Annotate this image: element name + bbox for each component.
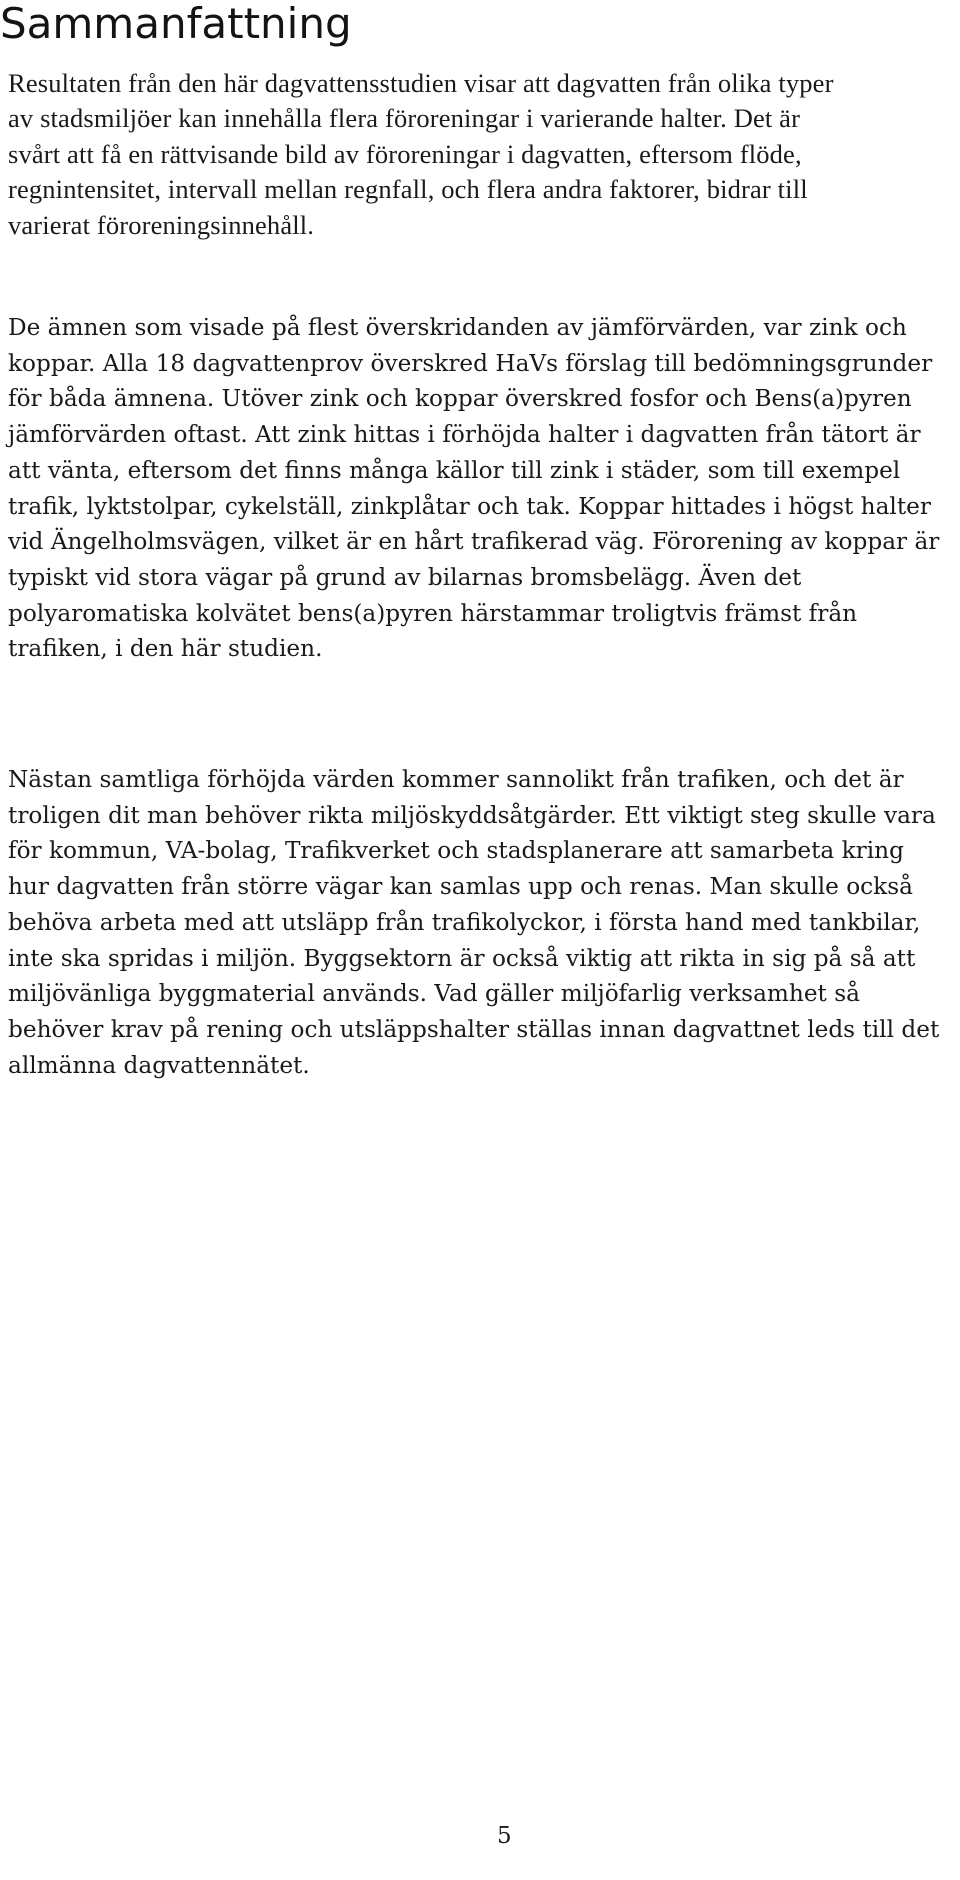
summary-paragraph-3: Nästan samtliga förhöjda värden kommer sannolikt från trafiken, och det är troligen dit man behöver rikta miljöskyddsåtgärder. Ett viktigt steg skulle vara för kommun, VA-bolag, Trafikverket och stadsplanerare att samarbeta kring hur dagvatten från större vägar kan samlas upp och renas. Man skulle också behöva arbeta med att utsläpp från trafikolyckor, i första hand med tankbilar, inte ska spridas i miljön. Byggsektorn är också viktig att rikta in sig på så att miljövänliga byggmaterial används. Vad gäller miljöfarlig verksamhet så behöver krav på rening och utsläppshalter ställas innan dagvattnet leds till det allmänna dagvattennätet. <box>8 766 940 1079</box>
summary-paragraph-2: De ämnen som visade på flest överskridanden av jämförvärden, var zink och koppar. Alla 18 dagvattenprov överskred HaVs förslag till bedömningsgrunder för båda ämnena. Utöver zink och koppar överskred fosfor och Bens(a)pyren jämförvärden oftast. Att zink hittas i förhöjda halter i dagvatten från tätort är att vänta, eftersom det finns många källor till zink i städer, som till exempel trafik, lyktstolpar, cykelställ, zinkplåtar och tak. Koppar hittades i högst halter vid Ängelholmsvägen, vilket är en hårt trafikerad väg. Förorening av koppar är typiskt vid stora vägar på grund av bilarnas bromsbelägg. Även det polyaromatiska kolvätet bens(a)pyren härstammar troligtvis främst från trafiken, i den här studien. <box>8 314 940 663</box>
summary-paragraph-1: Resultaten från den här dagvattensstudien visar att dagvatten från olika typer av stadsmiljöer kan innehålla flera föroreningar i varierande halter. Det är svårt att få en rättvisande bild av föroreningar i dagvatten, eftersom flöde, regnintensitet, intervall mellan regnfall, och flera andra faktorer, bidrar till varierat föroreningsinnehåll. <box>8 68 834 240</box>
section-heading: Sammanfattning <box>0 0 352 48</box>
page-number: 5 <box>497 1823 512 1849</box>
